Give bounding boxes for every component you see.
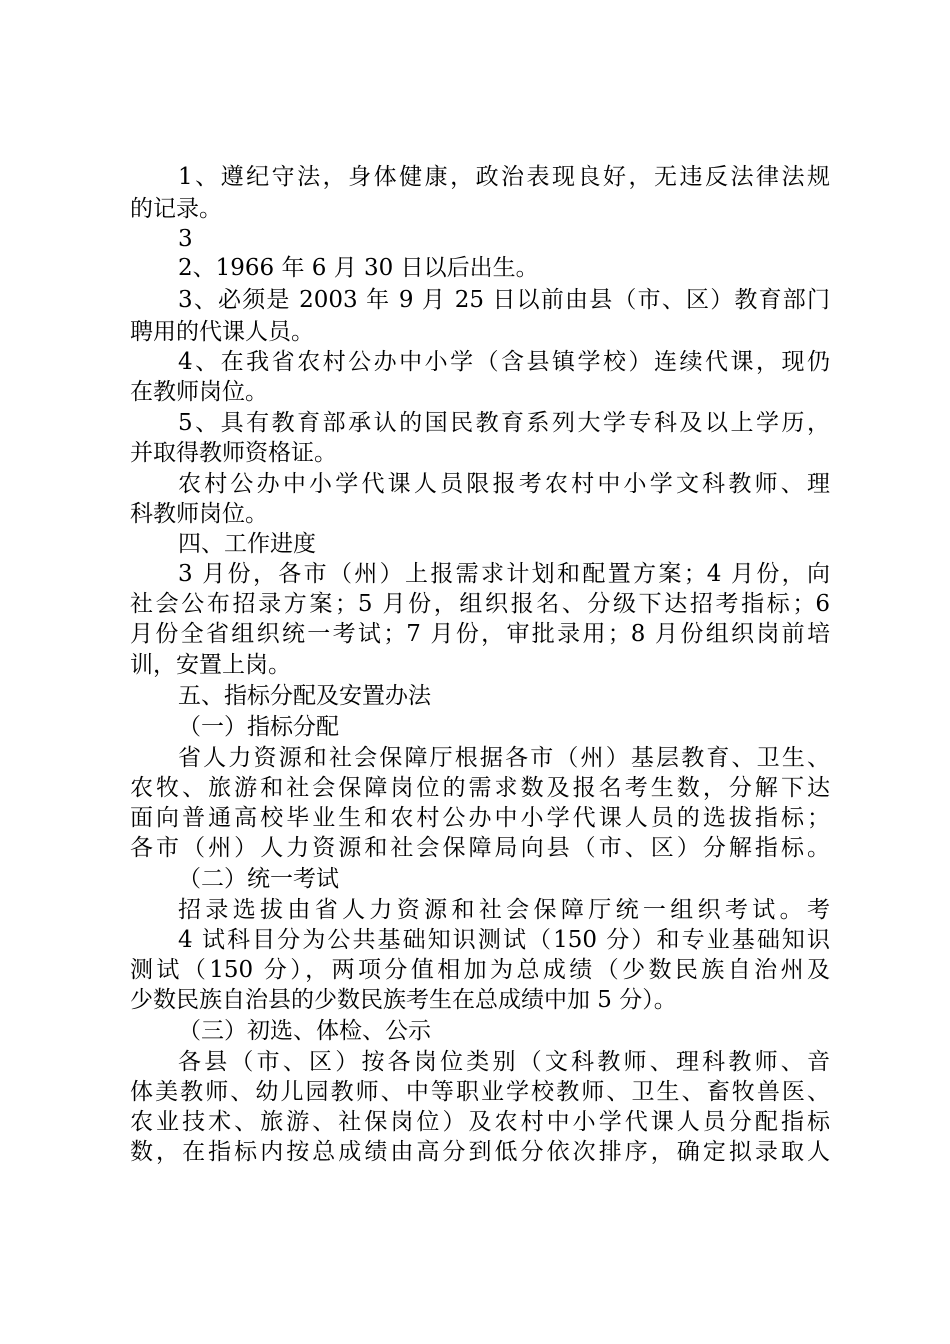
paragraph-line: 科教师岗位。 (130, 501, 268, 527)
paragraph-line: 训，安置上岗。 (130, 652, 291, 678)
paragraph-line: 农业技术、旅游、社保岗位）及农村中小学代课人员分配指标 (130, 1109, 830, 1135)
paragraph-line: 各市（州）人力资源和社会保障局向县（市、区）分解指标。 (130, 835, 830, 861)
paragraph-line: 并取得教师资格证。 (130, 440, 337, 466)
paragraph-line: 测试（150 分），两项分值相加为总成绩（少数民族自治州及 (130, 957, 830, 983)
paragraph-line: 省人力资源和社会保障厅根据各市（州）基层教育、卫生、 (178, 745, 830, 771)
paragraph-line: 四、工作进度 (178, 531, 316, 557)
paragraph-line: 面向普通高校毕业生和农村公办中小学代课人员的选拔指标； (130, 805, 830, 831)
paragraph-line: （二）统一考试 (178, 866, 339, 892)
paragraph-line: 社会公布招录方案；5 月份，组织报名、分级下达招考指标；6 (130, 591, 830, 617)
paragraph-line: 各县（市、区）按各岗位类别（文科教师、理科教师、音 (178, 1049, 830, 1075)
paragraph-line: 在教师岗位。 (130, 379, 268, 405)
paragraph-line: 招录选拔由省人力资源和社会保障厅统一组织考试。考 (178, 897, 830, 923)
paragraph-line: 3、必须是 2003 年 9 月 25 日以前由县（市、区）教育部门 (178, 287, 830, 313)
paragraph-line: 月份全省组织统一考试；7 月份，审批录用；8 月份组织岗前培 (130, 621, 830, 647)
paragraph-line: 4、在我省农村公办中小学（含县镇学校）连续代课，现仍 (178, 349, 830, 375)
paragraph-line: 体美教师、幼儿园教师、中等职业学校教师、卫生、畜牧兽医、 (130, 1079, 830, 1105)
paragraph-line: 5、具有教育部承认的国民教育系列大学专科及以上学历， (178, 410, 830, 436)
paragraph-line: 3 (178, 226, 193, 252)
paragraph-line: 五、指标分配及安置办法 (178, 683, 431, 709)
paragraph-line: （一）指标分配 (178, 714, 339, 740)
paragraph-line: 农牧、旅游和社会保障岗位的需求数及报名考生数，分解下达 (130, 775, 830, 801)
paragraph-line: 农村公办中小学代课人员限报考农村中小学文科教师、理 (178, 471, 830, 497)
paragraph-line: （三）初选、体检、公示 (178, 1018, 431, 1044)
paragraph-line: 2、1966 年 6 月 30 日以后出生。 (178, 255, 539, 281)
paragraph-line: 1、遵纪守法，身体健康，政治表现良好，无违反法律法规 (178, 164, 830, 190)
paragraph-line: 数，在指标内按总成绩由高分到低分依次排序，确定拟录取人 (130, 1139, 830, 1165)
paragraph-line: 4 试科目分为公共基础知识测试（150 分）和专业基础知识 (178, 927, 830, 953)
paragraph-line: 聘用的代课人员。 (130, 319, 314, 345)
paragraph-line: 少数民族自治县的少数民族考生在总成绩中加 5 分）。 (130, 987, 677, 1013)
paragraph-line: 3 月份，各市（州）上报需求计划和配置方案；4 月份，向 (178, 561, 830, 587)
paragraph-line: 的记录。 (130, 196, 222, 222)
